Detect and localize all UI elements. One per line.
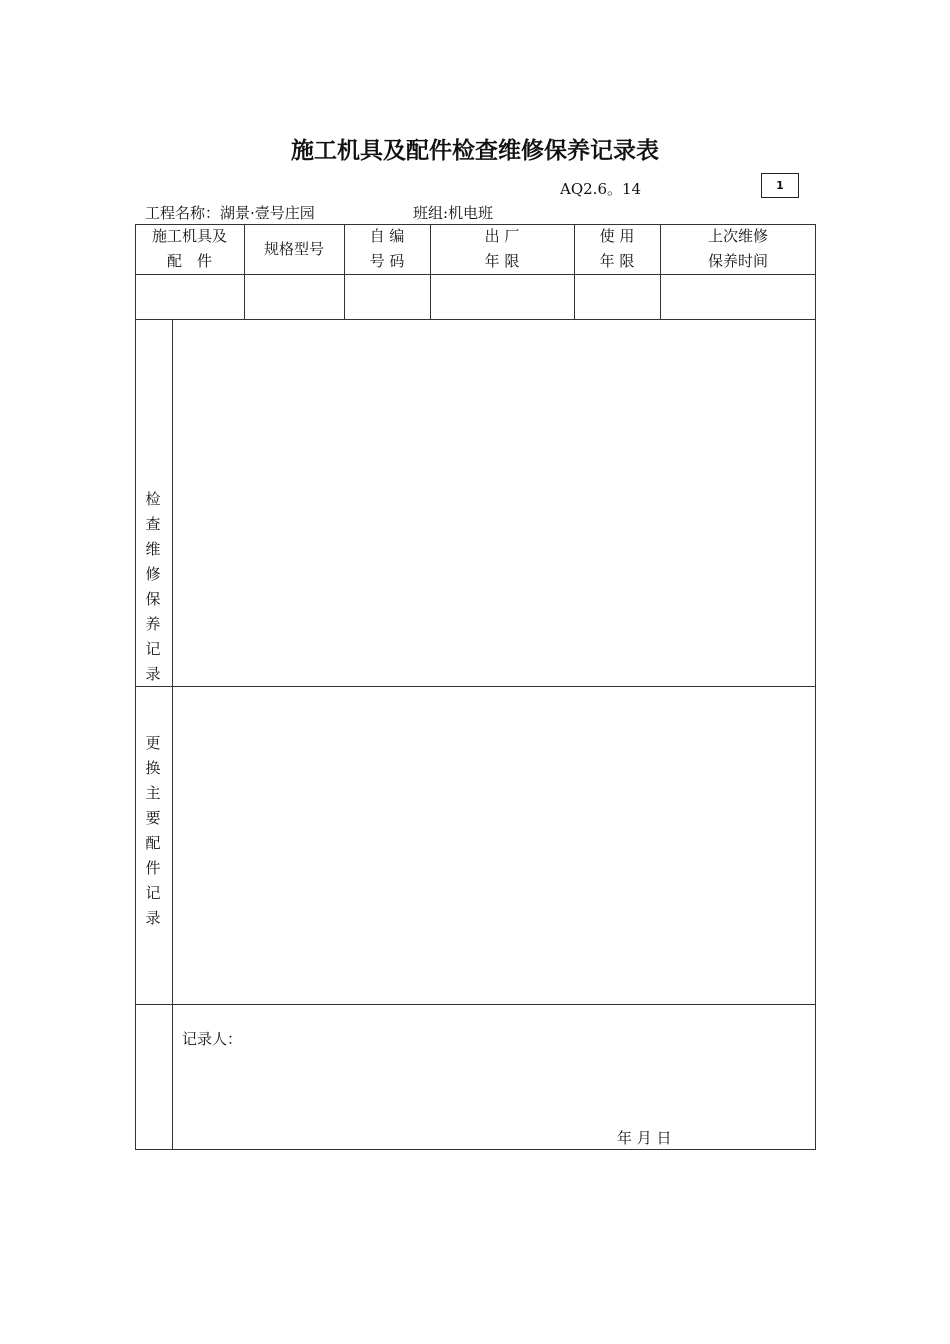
header-model: 规格型号 [263,239,324,258]
header-tool-name: 施工机具及 配 件 [151,227,227,270]
table-rule [135,274,816,275]
header-factory-years: 出 厂 年 限 [484,227,520,270]
header-service-years: 使 用 年 限 [599,227,635,270]
header-last-maintenance: 上次维修 保养时间 [707,227,768,270]
table-rule [135,686,816,687]
document-code: AQ2.6。14 [560,180,642,198]
table-rule [135,1004,816,1005]
replacement-record-label: 更 换 主 要 配 件 记 录 [145,734,161,927]
table-rule [172,319,173,1150]
page-title: 施工机具及配件检查维修保养记录表 [291,138,659,164]
record-table [135,224,816,1150]
project-name: 工程名称：湖景·壹号庄园 [145,204,315,222]
header-serial-number: 自 编 号 码 [369,227,405,270]
inspection-record-label: 检 查 维 修 保 养 记 录 [145,490,161,683]
table-rule [135,319,816,320]
recorder-label: 记录人： [182,1030,243,1048]
date-label: 年 月 日 [617,1129,672,1147]
page-number-box: 1 [761,173,799,198]
team-name: 班组:机电班 [413,204,494,222]
